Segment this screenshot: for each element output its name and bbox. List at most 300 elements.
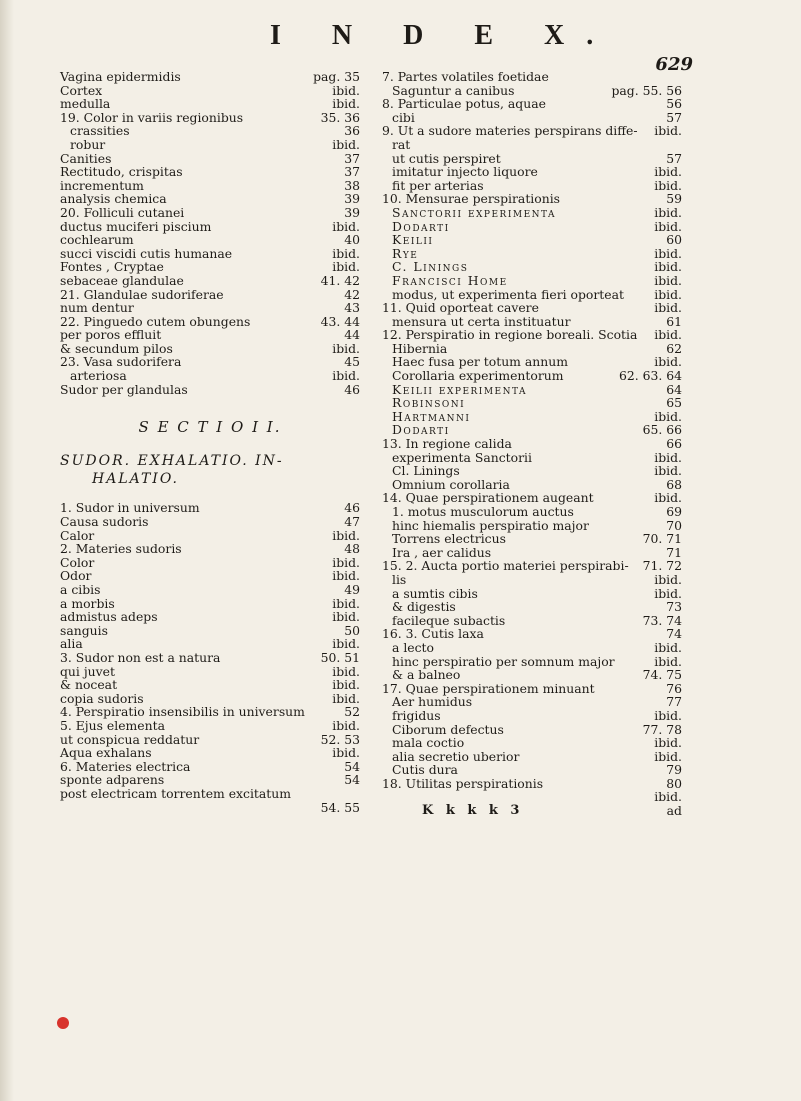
entry-text: Odor: [60, 568, 92, 584]
entry-page-ref: 54. 55: [320, 799, 360, 815]
entry-text: 2. Materies sudoris: [60, 541, 182, 557]
entry-text: alia secretio uberior: [392, 748, 520, 764]
index-entry: [382, 315, 682, 329]
page-header: [0, 14, 801, 74]
index-entry: [382, 288, 682, 302]
index-entry: [60, 152, 360, 166]
index-entry: [382, 301, 682, 315]
entry-page-ref: 49: [344, 582, 360, 597]
entry-text: 1. Sudor in universum: [60, 500, 200, 516]
entry-page-ref: ibid.: [654, 585, 682, 601]
entry-page-ref: ibid.: [654, 408, 682, 424]
section-subtitle-line-2: HALATIO.: [92, 470, 179, 487]
index-entry: [382, 247, 682, 261]
left-entries-section-2: [60, 501, 360, 814]
entry-text: 9. Ut a sudore materies perspirans diffe-: [382, 123, 638, 139]
entry-text: Haec fusa per totum annum: [392, 354, 568, 370]
entry-text: 3. Sudor non est a natura: [60, 649, 221, 665]
entry-text: lis: [392, 571, 407, 587]
entry-text: 8. Particulae potus, aquae: [382, 96, 546, 112]
index-entry: [60, 637, 360, 651]
index-entry: [60, 84, 360, 98]
entry-text: imitatur injecto liquore: [392, 164, 538, 180]
index-entry: [60, 556, 360, 570]
entry-page-ref: ibid.: [654, 259, 682, 275]
entry-page-ref: ibid.: [332, 368, 360, 384]
entry-text: Hartmanni: [392, 408, 471, 424]
spacer: [60, 396, 360, 416]
entry-page-ref: 37: [344, 150, 360, 166]
index-entry: [60, 274, 360, 288]
entry-text: Causa sudoris: [60, 514, 149, 530]
entry-text: 12. Perspiratio in regione boreali. Scotia: [382, 327, 638, 343]
right-column: [382, 70, 682, 818]
index-entry: [60, 583, 360, 597]
index-entry: [60, 705, 360, 719]
index-entry: [60, 233, 360, 247]
entry-text: Aer humidus: [392, 694, 473, 710]
entry-text: Ciborum defectus: [392, 721, 504, 737]
entry-page-ref: ibid.: [654, 300, 682, 316]
index-entry: [60, 355, 360, 369]
entry-page-ref: 73: [666, 599, 682, 615]
entry-page-ref: 47: [344, 514, 360, 530]
entry-page-ref: ibid.: [654, 449, 682, 465]
entry-page-ref: ibid.: [654, 245, 682, 261]
entry-text: a morbis: [60, 595, 115, 611]
index-entry: [60, 597, 360, 611]
entry-page-ref: ibid.: [332, 82, 360, 98]
entry-text: Sanctorii experimenta: [392, 204, 557, 220]
entry-text: frigidus: [392, 707, 441, 723]
entry-page-ref: ibid.: [332, 690, 360, 706]
entry-text: 6. Materies electrica: [60, 758, 191, 774]
index-entry: [60, 529, 360, 543]
index-entry: [382, 179, 682, 193]
entry-page-ref: 77: [666, 694, 682, 710]
entry-page-ref: 73. 74: [642, 612, 682, 628]
index-entry: [382, 165, 682, 179]
entry-page-ref: 76: [666, 680, 682, 696]
index-entry: [382, 627, 682, 641]
entry-text: 22. Pinguedo cutem obungens: [60, 313, 251, 329]
index-entry: [60, 247, 360, 261]
index-entry: [60, 124, 360, 138]
entry-page-ref: 54: [344, 758, 360, 774]
entry-page-ref: pag. 55. 56: [611, 82, 682, 98]
index-entry: [382, 97, 682, 111]
entry-text: Canities: [60, 150, 112, 166]
index-entry: [382, 655, 682, 669]
index-entry: [60, 733, 360, 747]
entry-page-ref: 80: [666, 775, 682, 791]
entry-text: facileque subactis: [392, 612, 506, 628]
entry-page-ref: ibid.: [654, 707, 682, 723]
entry-text: Dodarti: [392, 422, 450, 438]
entry-text: copia sudoris: [60, 690, 144, 706]
index-entry: [60, 220, 360, 234]
entry-text: sponte adparens: [60, 772, 165, 788]
index-entry: [60, 542, 360, 556]
index-entry: [382, 573, 682, 587]
entry-text: Cl. Linings: [392, 463, 460, 479]
entry-page-ref: 65. 66: [642, 422, 682, 438]
entry-page-ref: 52. 53: [320, 731, 360, 747]
index-entry: [382, 695, 682, 709]
entry-page-ref: 40: [344, 232, 360, 248]
section-subtitle-line-1: SUDOR. EXHALATIO. IN-: [60, 452, 284, 469]
entry-page-ref: 45: [344, 354, 360, 370]
entry-page-ref: 46: [344, 381, 360, 397]
index-entry: [382, 206, 682, 220]
entry-page-ref: 54: [344, 772, 360, 788]
index-entry: [382, 614, 682, 628]
entry-text: & a balneo: [392, 667, 461, 683]
index-entry: [382, 260, 682, 274]
index-entry: [382, 342, 682, 356]
entry-text: hinc perspiratio per somnum major: [392, 653, 615, 669]
entry-text: sebaceae glandulae: [60, 272, 184, 288]
entry-text: succi viscidi cutis humanae: [60, 245, 233, 261]
index-entry: [60, 328, 360, 342]
entry-text: Francisci Home: [392, 272, 508, 288]
index-entry: [60, 383, 360, 397]
entry-text: Cortex: [60, 82, 103, 98]
index-entry: [382, 519, 682, 533]
entry-page-ref: 50. 51: [320, 649, 360, 665]
spacer: [60, 438, 360, 452]
entry-text: experimenta Sanctorii: [392, 449, 532, 465]
entry-page-ref: pag. 35: [313, 69, 360, 84]
index-entry: [382, 532, 682, 546]
index-entry: [60, 97, 360, 111]
index-entry: [382, 437, 682, 451]
index-entry: [382, 682, 682, 696]
entry-page-ref: ibid.: [654, 463, 682, 479]
entry-text: fit per arterias: [392, 177, 484, 193]
index-entry: [382, 70, 682, 84]
entry-page-ref: ibid.: [654, 286, 682, 302]
index-entry: [382, 736, 682, 750]
entry-text: 16. 3. Cutis laxa: [382, 626, 484, 642]
entry-text: Hibernia: [392, 340, 448, 356]
index-entry: [60, 369, 360, 383]
entry-text: & digestis: [392, 599, 456, 615]
entry-page-ref: 39: [344, 204, 360, 220]
entry-text: Corollaria experimentorum: [392, 368, 564, 384]
index-entry: [60, 206, 360, 220]
entry-page-ref: ibid.: [654, 327, 682, 343]
entry-page-ref: 48: [344, 541, 360, 557]
entry-page-ref: 50: [344, 622, 360, 638]
index-entry: [60, 773, 360, 787]
entry-page-ref: ibid.: [332, 595, 360, 611]
entry-page-ref: 62. 63. 64: [618, 368, 682, 384]
entry-text: post electricam torrentem excitatum: [60, 785, 292, 801]
entry-page-ref: ibid.: [332, 218, 360, 234]
entry-page-ref: ibid.: [654, 218, 682, 234]
index-entry: [382, 124, 682, 138]
entry-text: a cibis: [60, 582, 101, 597]
entry-page-ref: ibid.: [654, 272, 682, 288]
entry-text: robur: [70, 136, 106, 152]
entry-page-ref: ibid.: [332, 745, 360, 761]
entry-text: qui juvet: [60, 663, 115, 679]
entry-page-ref: ibid.: [332, 636, 360, 652]
entry-text: mala coctio: [392, 735, 465, 751]
entry-page-ref: 70. 71: [642, 531, 682, 547]
entry-page-ref: 43. 44: [320, 313, 360, 329]
entry-text: analysis chemica: [60, 191, 167, 207]
right-entries: [382, 70, 682, 804]
entry-page-ref: 35. 36: [320, 109, 360, 125]
entry-page-ref: 56: [666, 96, 682, 112]
index-entry: [382, 152, 682, 166]
index-entry: [60, 719, 360, 733]
entry-page-ref: 74. 75: [642, 667, 682, 683]
index-entry: [382, 790, 682, 804]
index-entry: [382, 505, 682, 519]
entry-page-ref: 59: [666, 191, 682, 207]
entry-text: 21. Glandulae sudoriferae: [60, 286, 224, 302]
index-entry: [382, 233, 682, 247]
index-entry: [60, 665, 360, 679]
entry-text: per poros effluit: [60, 327, 162, 343]
entry-text: ut cutis perspiret: [392, 150, 501, 166]
entry-text: 20. Folliculi cutanei: [60, 204, 185, 220]
entry-page-ref: ibid.: [332, 245, 360, 261]
entry-page-ref: 60: [666, 232, 682, 248]
entry-text: 5. Ejus elementa: [60, 717, 165, 733]
catchword: ad: [666, 803, 682, 819]
entry-page-ref: ibid.: [654, 164, 682, 180]
index-entry: [382, 328, 682, 342]
entry-text: Keilii: [392, 232, 434, 248]
entry-page-ref: ibid.: [654, 354, 682, 370]
index-entry: [382, 274, 682, 288]
index-entry: [382, 641, 682, 655]
index-entry: [382, 220, 682, 234]
index-entry: [60, 692, 360, 706]
index-entry: [382, 451, 682, 465]
index-entry: [60, 569, 360, 583]
entry-page-ref: 43: [344, 300, 360, 316]
index-entry: [382, 396, 682, 410]
entry-text: Rye: [392, 245, 419, 261]
entry-text: cochlearum: [60, 232, 134, 248]
entry-page-ref: 46: [344, 500, 360, 516]
entry-page-ref: ibid.: [332, 717, 360, 733]
entry-text: cibi: [392, 109, 415, 125]
entry-text: num dentur: [60, 300, 134, 316]
index-entry: [60, 787, 360, 801]
entry-page-ref: 52: [344, 704, 360, 720]
index-entry: [60, 301, 360, 315]
entry-text: Rectitudo, crispitas: [60, 164, 183, 180]
entry-text: modus, ut experimenta fieri oporteat: [392, 286, 624, 302]
left-column: [60, 70, 360, 814]
index-entry: [60, 678, 360, 692]
page-number: 629: [655, 54, 693, 75]
entry-page-ref: 57: [666, 109, 682, 125]
entry-text: 15. 2. Aucta portio materiei perspirabi-: [382, 558, 629, 574]
entry-page-ref: 57: [666, 150, 682, 166]
entry-page-ref: 62: [666, 340, 682, 356]
entry-page-ref: 42: [344, 286, 360, 302]
index-entry: [382, 478, 682, 492]
entry-page-ref: ibid.: [654, 490, 682, 506]
entry-text: 14. Quae perspirationem augeant: [382, 490, 594, 506]
entry-text: 10. Mensurae perspirationis: [382, 191, 561, 207]
index-entry: [60, 760, 360, 774]
entry-page-ref: ibid.: [654, 789, 682, 805]
entry-page-ref: ibid.: [654, 204, 682, 220]
entry-page-ref: 77. 78: [642, 721, 682, 737]
entry-page-ref: ibid.: [332, 96, 360, 112]
index-entry: [60, 651, 360, 665]
red-dot-mark: [57, 1017, 69, 1029]
entry-page-ref: ibid.: [654, 177, 682, 193]
entry-page-ref: 71: [666, 544, 682, 560]
signature-mark: K k k k 3: [422, 803, 524, 819]
entry-text: Keilii experimenta: [392, 381, 528, 397]
index-entry: [382, 383, 682, 397]
entry-page-ref: ibid.: [332, 259, 360, 275]
entry-text: incrementum: [60, 177, 144, 193]
index-entry: [382, 750, 682, 764]
index-entry: [60, 315, 360, 329]
entry-text: arteriosa: [70, 368, 127, 384]
entry-text: 23. Vasa sudorifera: [60, 354, 182, 370]
spacer: [60, 488, 360, 502]
entry-page-ref: 64: [666, 381, 682, 397]
entry-text: Dodarti: [392, 218, 450, 234]
entry-page-ref: ibid.: [332, 609, 360, 625]
entry-page-ref: 38: [344, 177, 360, 193]
entry-text: 4. Perspiratio insensibilis in universum: [60, 704, 305, 720]
entry-text: 19. Color in variis regionibus: [60, 109, 244, 125]
entry-page-ref: ibid.: [654, 123, 682, 139]
index-entry: [382, 559, 682, 573]
entry-text: 11. Quid oporteat cavere: [382, 300, 539, 316]
index-entry: [382, 587, 682, 601]
entry-page-ref: ibid.: [332, 554, 360, 570]
entry-page-ref: ibid.: [332, 568, 360, 584]
entry-text: & noceat: [60, 677, 118, 693]
index-entry: [382, 763, 682, 777]
index-entry: [382, 546, 682, 560]
entry-page-ref: ibid.: [654, 639, 682, 655]
entry-page-ref: 36: [344, 123, 360, 139]
entry-page-ref: ibid.: [654, 748, 682, 764]
index-entry: [382, 491, 682, 505]
entry-page-ref: ibid.: [332, 663, 360, 679]
entry-text: Calor: [60, 527, 95, 543]
index-entry: [382, 423, 682, 437]
entry-page-ref: 74: [666, 626, 682, 642]
index-entry: [382, 668, 682, 682]
index-entry: [60, 624, 360, 638]
entry-text: alia: [60, 636, 83, 652]
entry-page-ref: ibid.: [332, 527, 360, 543]
index-entry: [382, 138, 682, 152]
index-entry: [60, 801, 360, 815]
index-entry: [382, 410, 682, 424]
entry-text: ut conspicua reddatur: [60, 731, 200, 747]
entry-text: 7. Partes volatiles foetidae: [382, 69, 549, 84]
index-entry: [60, 515, 360, 529]
entry-text: mensura ut certa instituatur: [392, 313, 571, 329]
entry-text: Vagina epidermidis: [60, 69, 181, 84]
section-heading: S E C T I O I I.: [138, 418, 282, 437]
entry-page-ref: 71. 72: [642, 558, 682, 574]
index-entry: [60, 288, 360, 302]
entry-text: sanguis: [60, 622, 108, 638]
entry-text: Fontes , Cryptae: [60, 259, 164, 275]
index-entry: [60, 610, 360, 624]
entry-text: medulla: [60, 96, 111, 112]
index-entry: [382, 709, 682, 723]
entry-page-ref: ibid.: [332, 677, 360, 693]
index-title: I N D E X.: [270, 20, 616, 51]
left-entries-section-1: [60, 70, 360, 396]
index-entry: [382, 369, 682, 383]
entry-page-ref: ibid.: [332, 340, 360, 356]
entry-text: & secundum pilos: [60, 340, 173, 356]
entry-text: hinc hiemalis perspiratio major: [392, 517, 589, 533]
entry-text: ductus muciferi piscium: [60, 218, 212, 234]
entry-page-ref: 44: [344, 327, 360, 343]
index-entry: [382, 723, 682, 737]
entry-text: crassities: [70, 123, 130, 139]
entry-text: 13. In regione calida: [382, 436, 512, 452]
entry-page-ref: 39: [344, 191, 360, 207]
index-entry: [60, 138, 360, 152]
index-entry: [60, 179, 360, 193]
entry-page-ref: 65: [666, 395, 682, 411]
entry-text: C. Linings: [392, 259, 469, 275]
index-entry: [382, 84, 682, 98]
entry-text: Cutis dura: [392, 762, 458, 778]
entry-text: admistus adeps: [60, 609, 158, 625]
entry-text: Torrens electricus: [392, 531, 506, 547]
index-entry: [60, 111, 360, 125]
index-entry: [382, 464, 682, 478]
entry-page-ref: 79: [666, 762, 682, 778]
index-entry: [60, 342, 360, 356]
entry-text: a lecto: [392, 639, 434, 655]
entry-page-ref: ibid.: [654, 735, 682, 751]
entry-page-ref: 66: [666, 436, 682, 452]
entry-page-ref: ibid.: [654, 571, 682, 587]
index-entry: [382, 111, 682, 125]
entry-page-ref: 41. 42: [320, 272, 360, 288]
index-entry: [382, 192, 682, 206]
index-entry: [60, 501, 360, 515]
entry-text: rat: [392, 136, 411, 152]
entry-text: Saguntur a canibus: [392, 82, 515, 98]
entry-text: a sumtis cibis: [392, 585, 478, 601]
entry-text: Robinsoni: [392, 395, 466, 411]
index-entry: [60, 192, 360, 206]
entry-page-ref: 70: [666, 517, 682, 533]
index-entry: [60, 260, 360, 274]
entry-page-ref: 68: [666, 476, 682, 492]
entry-text: Ira , aer calidus: [392, 544, 492, 560]
entry-text: 18. Utilitas perspirationis: [382, 775, 544, 791]
signature-row: [382, 804, 682, 818]
index-entry: [382, 600, 682, 614]
